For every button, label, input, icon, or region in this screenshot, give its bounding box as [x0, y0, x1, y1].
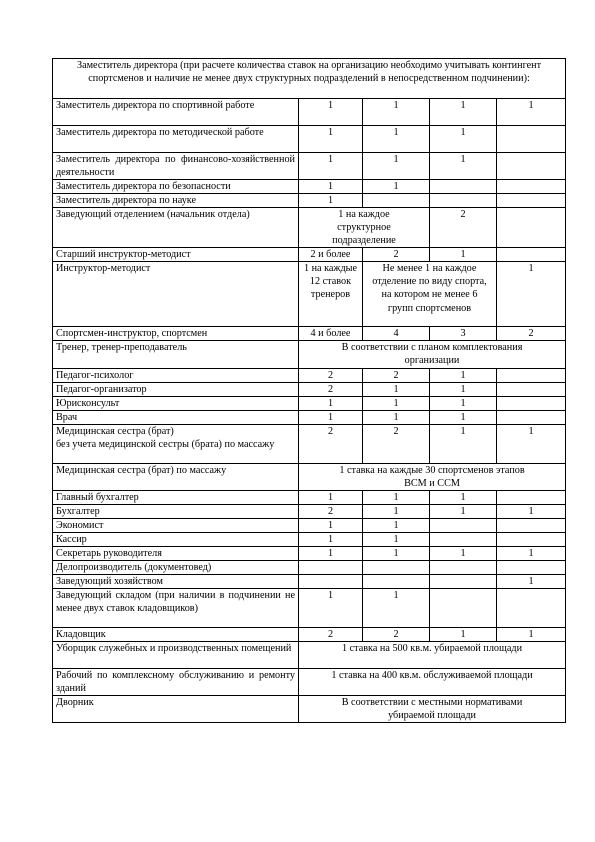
table-row	[53, 463, 566, 490]
position-name: Бухгалтер	[53, 504, 299, 518]
value-cell: 2	[299, 368, 363, 382]
value-cell	[497, 518, 566, 532]
value-cell	[430, 194, 497, 208]
value-cell: 2	[299, 504, 363, 518]
value-cell: 1	[299, 180, 363, 194]
table-row	[53, 341, 566, 368]
value-cell: 1	[430, 546, 497, 560]
table-row	[53, 248, 566, 262]
table-row	[53, 126, 566, 153]
value-cell: 1	[430, 99, 497, 126]
value-cell	[497, 153, 566, 180]
value-cell: 2 и более	[299, 248, 363, 262]
value-cell	[497, 589, 566, 628]
value-cell: 2	[363, 424, 430, 463]
document-page	[52, 58, 565, 723]
value-cell: 2	[497, 327, 566, 341]
value-cell: 1	[299, 490, 363, 504]
position-name: Кассир	[53, 532, 299, 546]
table-row	[53, 642, 566, 669]
value-cell: 1 на каждое структурное подразделение	[299, 208, 430, 248]
position-name-line: Медицинская сестра (брат)	[56, 425, 174, 437]
value-cell: 1	[497, 424, 566, 463]
position-name: Заместитель директора по спортивной работе	[53, 99, 299, 126]
position-name: Тренер, тренер-преподаватель	[53, 341, 299, 368]
value-cell	[363, 194, 430, 208]
value-cell: 1	[497, 504, 566, 518]
table-row	[53, 194, 566, 208]
table-row	[53, 669, 566, 696]
table-row	[53, 153, 566, 180]
value-cell: 1 ставка на каждые 30 спортсменов этапов ВСМ и ССМ	[299, 463, 566, 490]
value-cell: 1	[363, 532, 430, 546]
value-cell: 1	[363, 126, 430, 153]
position-name: Педагог-психолог	[53, 368, 299, 382]
value-cell: 1	[497, 575, 566, 589]
value-cell: В соответствии с местными нормативами убираемой площади	[299, 696, 566, 723]
value-cell	[497, 208, 566, 248]
table-row	[53, 99, 566, 126]
value-cell	[497, 126, 566, 153]
table-row	[53, 262, 566, 327]
position-name: Делопроизводитель (документовед)	[53, 561, 299, 575]
position-name: Дворник	[53, 696, 299, 723]
value-cell: 1	[430, 424, 497, 463]
value-cell: 4 и более	[299, 327, 363, 341]
value-cell: 2	[430, 208, 497, 248]
value-cell	[497, 532, 566, 546]
position-name: Уборщик служебных и производственных помещений	[53, 642, 299, 669]
value-cell	[497, 490, 566, 504]
value-cell: 1	[497, 628, 566, 642]
value-cell: 1	[363, 589, 430, 628]
value-cell	[497, 368, 566, 382]
value-cell: 1 ставка на 500 кв.м. убираемой площади	[299, 642, 566, 669]
position-name: Кладовщик	[53, 628, 299, 642]
value-cell	[363, 561, 430, 575]
position-name: Заместитель директора по методической работе	[53, 126, 299, 153]
value-cell: 3	[430, 327, 497, 341]
value-cell: 1	[430, 368, 497, 382]
value-cell	[497, 180, 566, 194]
value-cell	[497, 396, 566, 410]
value-cell: 1	[299, 532, 363, 546]
value-cell: 1	[363, 490, 430, 504]
value-cell	[430, 518, 497, 532]
table-row	[53, 327, 566, 341]
value-cell: 1	[363, 99, 430, 126]
value-cell	[497, 382, 566, 396]
position-name: Секретарь руководителя	[53, 546, 299, 560]
value-cell: 1	[363, 410, 430, 424]
value-cell	[430, 575, 497, 589]
value-cell: 1	[299, 126, 363, 153]
value-cell: 1	[299, 518, 363, 532]
value-cell: 1	[430, 504, 497, 518]
value-cell	[497, 248, 566, 262]
table-header-cell: Заместитель директора (при расчете количества ставок на организацию необходимо учитывать контингент спортсменов и наличие не менее двух структурных подразделений в непосредственном подчинении):	[53, 59, 566, 99]
position-name: Рабочий по комплексному обслуживанию и ремонту зданий	[53, 669, 299, 696]
value-cell: 4	[363, 327, 430, 341]
value-cell	[430, 589, 497, 628]
value-cell: 1	[430, 153, 497, 180]
value-cell: 1	[299, 396, 363, 410]
value-cell	[497, 194, 566, 208]
value-cell: Не менее 1 на каждое отделение по виду спорта, на котором не менее 6 групп спортсменов	[363, 262, 497, 327]
value-cell: 1	[299, 99, 363, 126]
position-name: Врач	[53, 410, 299, 424]
value-cell: В соответствии с планом комплектования организации	[299, 341, 566, 368]
table-row	[53, 575, 566, 589]
value-cell: 1	[430, 396, 497, 410]
value-cell	[299, 561, 363, 575]
value-cell	[363, 575, 430, 589]
position-name: Заведующий хозяйством	[53, 575, 299, 589]
position-name	[53, 424, 299, 463]
value-cell: 1	[363, 504, 430, 518]
value-cell	[430, 180, 497, 194]
value-cell: 1	[363, 180, 430, 194]
value-cell: 1	[363, 396, 430, 410]
value-cell: 1 на каждые 12 ставок тренеров	[299, 262, 363, 327]
value-cell: 2	[299, 628, 363, 642]
position-name: Заведующий складом (при наличии в подчинении не менее двух ставок кладовщиков)	[53, 589, 299, 628]
value-cell	[497, 561, 566, 575]
table-row	[53, 518, 566, 532]
table-row	[53, 208, 566, 248]
value-cell: 1	[497, 546, 566, 560]
table-row	[53, 589, 566, 628]
staffing-table	[52, 58, 566, 723]
table-row	[53, 504, 566, 518]
table-row	[53, 561, 566, 575]
table-row	[53, 410, 566, 424]
position-name: Юрисконсульт	[53, 396, 299, 410]
position-name: Медицинская сестра (брат) по массажу	[53, 463, 299, 490]
value-cell	[430, 532, 497, 546]
value-cell: 1	[430, 126, 497, 153]
value-cell: 1	[299, 194, 363, 208]
value-cell: 1	[299, 153, 363, 180]
position-name: Инструктор-методист	[53, 262, 299, 327]
value-cell: 1	[363, 546, 430, 560]
position-name: Заведующий отделением (начальник отдела)	[53, 208, 299, 248]
table-row	[53, 396, 566, 410]
table-row	[53, 546, 566, 560]
table-row	[53, 628, 566, 642]
value-cell: 2	[363, 628, 430, 642]
table-row	[53, 490, 566, 504]
value-cell: 1	[363, 518, 430, 532]
value-cell	[497, 410, 566, 424]
value-cell: 1	[497, 99, 566, 126]
value-cell: 1	[299, 589, 363, 628]
value-cell: 2	[363, 248, 430, 262]
value-cell: 1	[363, 382, 430, 396]
value-cell	[430, 561, 497, 575]
position-name: Педагог-организатор	[53, 382, 299, 396]
position-name: Заместитель директора по науке	[53, 194, 299, 208]
position-name: Экономист	[53, 518, 299, 532]
value-cell: 1	[430, 410, 497, 424]
table-row	[53, 180, 566, 194]
position-name: Заместитель директора по безопасности	[53, 180, 299, 194]
value-cell: 2	[299, 382, 363, 396]
value-cell: 1	[430, 248, 497, 262]
table-row	[53, 696, 566, 723]
table-row	[53, 424, 566, 463]
table-row	[53, 368, 566, 382]
value-cell: 1	[497, 262, 566, 327]
value-cell	[299, 575, 363, 589]
table-row	[53, 382, 566, 396]
value-cell: 1	[430, 628, 497, 642]
value-cell: 1	[299, 546, 363, 560]
value-cell: 1 ставка на 400 кв.м. обслуживаемой площади	[299, 669, 566, 696]
value-cell: 1	[299, 410, 363, 424]
value-cell: 2	[363, 368, 430, 382]
position-name: Заместитель директора по финансово-хозяйственной деятельности	[53, 153, 299, 180]
value-cell: 2	[299, 424, 363, 463]
position-name-note: без учета медицинской сестры (брата) по массажу	[56, 438, 275, 450]
value-cell: 1	[430, 382, 497, 396]
value-cell: 1	[363, 153, 430, 180]
value-cell: 1	[430, 490, 497, 504]
position-name: Спортсмен-инструктор, спортсмен	[53, 327, 299, 341]
position-name: Старший инструктор-методист	[53, 248, 299, 262]
position-name: Главный бухгалтер	[53, 490, 299, 504]
table-row	[53, 532, 566, 546]
